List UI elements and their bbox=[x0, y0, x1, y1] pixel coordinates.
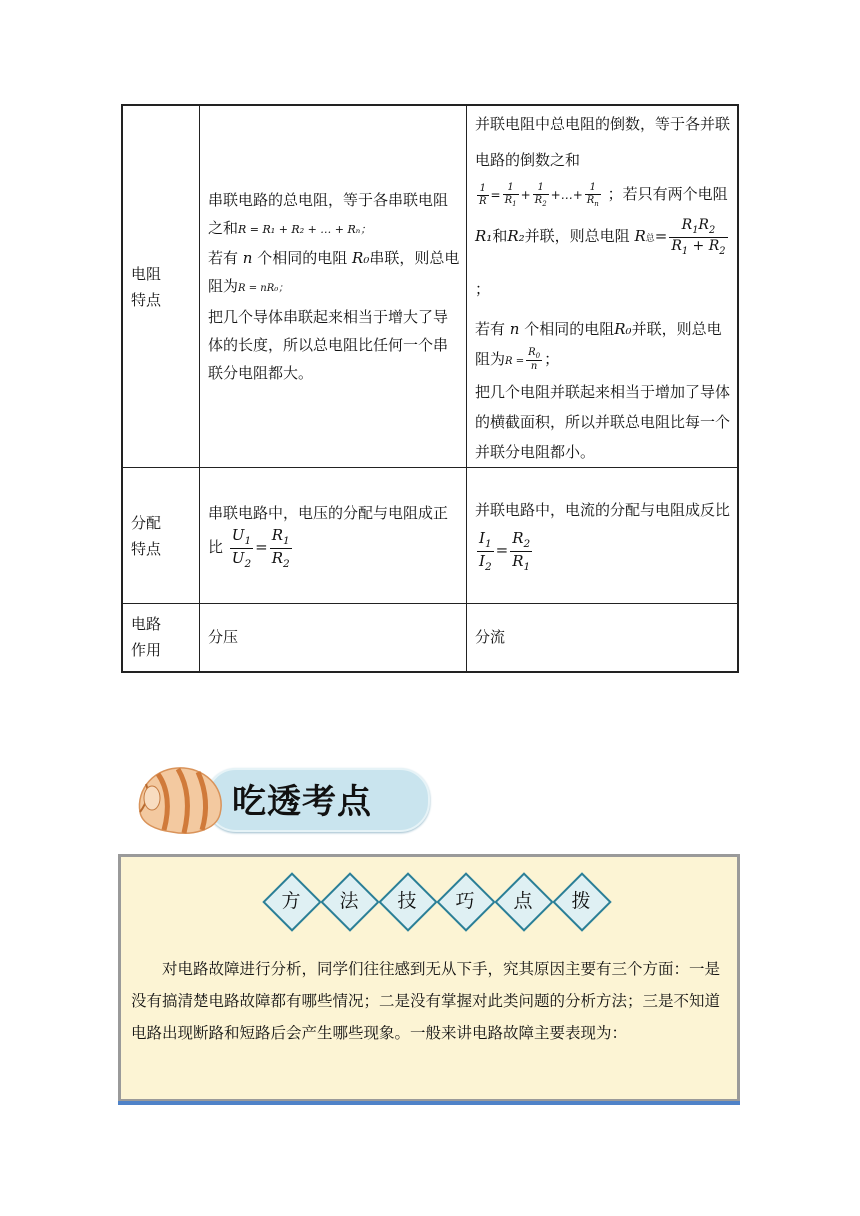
series-resistance-intro: 串联电路的总电阻，等于各串联电阻之和 bbox=[208, 191, 449, 237]
heading-char-tile bbox=[553, 873, 609, 929]
heading-char: 拨 bbox=[571, 890, 591, 912]
parallel-distribution-text: 并联电路中，电流的分配与电阻成反比 bbox=[475, 501, 731, 520]
two-resistor-line: R₁和R₂并联，则总电阻 R总= $\frac{R_1R_2}{R_1 + R_2}$ ； bbox=[475, 216, 726, 298]
current-ratio-formula: $\frac{I_1}{I_2}$ bbox=[479, 529, 492, 573]
series-resistance-note: 把几个导体串联起来相当于增大了导体的长度，所以总电阻比任何一个串联分电阻都大。 bbox=[208, 308, 449, 382]
row-header-line: 电路 bbox=[131, 615, 162, 634]
heading-char-tile bbox=[379, 873, 435, 929]
subscript-total: 总 bbox=[645, 234, 655, 244]
text-fragment: 并联，则总电阻 bbox=[524, 227, 630, 245]
var-r1: R₁ bbox=[475, 227, 493, 245]
tips-heading bbox=[263, 873, 623, 929]
parallel-equal-formula: $\frac{R_0}{n}$ bbox=[528, 346, 541, 373]
heading-char: 方 bbox=[281, 890, 301, 912]
row-header-line: 特点 bbox=[131, 539, 162, 558]
heading-char: 点 bbox=[513, 890, 533, 912]
text-fragment: 个相同的电阻 bbox=[257, 249, 348, 267]
parallel-distribution-cell: 并联电路中，电流的分配与电阻成反比 $\frac{I_1}{I_2}$ = $\frac{R_2}{R_1}$ bbox=[467, 468, 739, 604]
text-fragment: 并联，则总电阻为 bbox=[475, 320, 722, 368]
var-r0: R₀ bbox=[352, 249, 370, 267]
row-header-line: 作用 bbox=[131, 641, 162, 660]
parallel-n-line: 若有 n 个相同的电阻R₀并联，则总电阻为R = $\frac{R_0}{n}$ ； bbox=[475, 320, 722, 373]
two-resistor-formula: $\frac{R_1R_2}{R_1 + R_2}$ bbox=[671, 216, 726, 257]
var-n: n bbox=[242, 249, 253, 267]
var-r: R bbox=[634, 227, 646, 245]
heading-char: 技 bbox=[397, 890, 417, 912]
parallel-resistance-cell bbox=[467, 105, 739, 468]
text-fragment: ；若只有两个电阻 bbox=[607, 185, 728, 203]
parallel-resistance-note: 把几个电阻并联起来相当于增加了导体的横截面积，所以并联总电阻比每一个并联分电阻都小。 bbox=[475, 383, 731, 461]
series-resistance-cell bbox=[200, 105, 467, 468]
voltage-ratio-formula: $\frac{U_1}{U_2}$ bbox=[231, 526, 252, 570]
tips-paragraph: 对电路故障进行分析，同学们往往感到无从下手，究其原因主要有三个方面：一是没有搞清楚电路故障都有哪些情况；二是没有掌握对此类问题的分析方法；三是不知道电路出现断路和短路后会产生哪些现象。一般来讲电路故障主要表现为： bbox=[131, 960, 721, 1042]
parallel-resistance-intro: 并联电阻中总电阻的倒数，等于各并联电路的倒数之和 bbox=[475, 115, 731, 169]
text-fragment: 若有 bbox=[475, 320, 506, 338]
parallel-function-cell: 分流 bbox=[467, 604, 739, 672]
row-header-line: 分配 bbox=[131, 513, 162, 532]
heading-char-tile bbox=[437, 873, 493, 929]
banner-title: 吃透考点 bbox=[232, 782, 372, 822]
series-distribution-text: 串联电路中，电压的分配与电阻成正比 bbox=[208, 504, 449, 557]
var-n: n bbox=[509, 320, 520, 338]
reciprocal-formula: $\frac{1}{R}$ bbox=[479, 182, 487, 207]
section-banner bbox=[132, 760, 422, 834]
text-fragment: 若有 bbox=[208, 249, 239, 267]
series-sum-formula: R = R₁ + R₂ + … + Rₙ； bbox=[238, 223, 372, 236]
var-r2: R₂ bbox=[507, 227, 525, 245]
reciprocal-formula-line: $\frac{1}{R}$ = $\frac{1}{R_1}$ + $\frac{1}{R_2}$ +…+ $\frac{1}{R_n}$ ；若只有两个电阻 bbox=[479, 181, 728, 208]
row-header-resistance bbox=[122, 105, 200, 468]
series-distribution-cell: 串联电路中，电压的分配与电阻成正比 $\frac{U_1}{U_2}$ = $\frac{R_1}{R_2}$ bbox=[200, 468, 467, 604]
row-header-line: 电阻 bbox=[131, 264, 162, 283]
text-fragment: 串联，则总电阻为 bbox=[208, 249, 460, 295]
heading-char-tile bbox=[263, 873, 319, 929]
heading-char: 法 bbox=[339, 890, 359, 912]
var-r0: R₀ bbox=[614, 320, 632, 338]
heading-char-tile bbox=[321, 873, 377, 929]
row-header-line: 特点 bbox=[131, 290, 162, 309]
series-equal-formula: R = nR₀； bbox=[238, 283, 289, 294]
tips-box bbox=[118, 854, 740, 1102]
seashell-icon bbox=[132, 760, 232, 838]
row-header-function bbox=[122, 604, 200, 672]
series-function-cell: 分压 bbox=[200, 604, 467, 672]
row-header-distribution bbox=[122, 468, 200, 604]
comparison-table bbox=[121, 104, 739, 673]
heading-char: 巧 bbox=[455, 890, 475, 912]
text-fragment: 个相同的电阻 bbox=[524, 320, 615, 338]
text-fragment: 和 bbox=[492, 227, 508, 245]
heading-char-tile bbox=[495, 873, 551, 929]
